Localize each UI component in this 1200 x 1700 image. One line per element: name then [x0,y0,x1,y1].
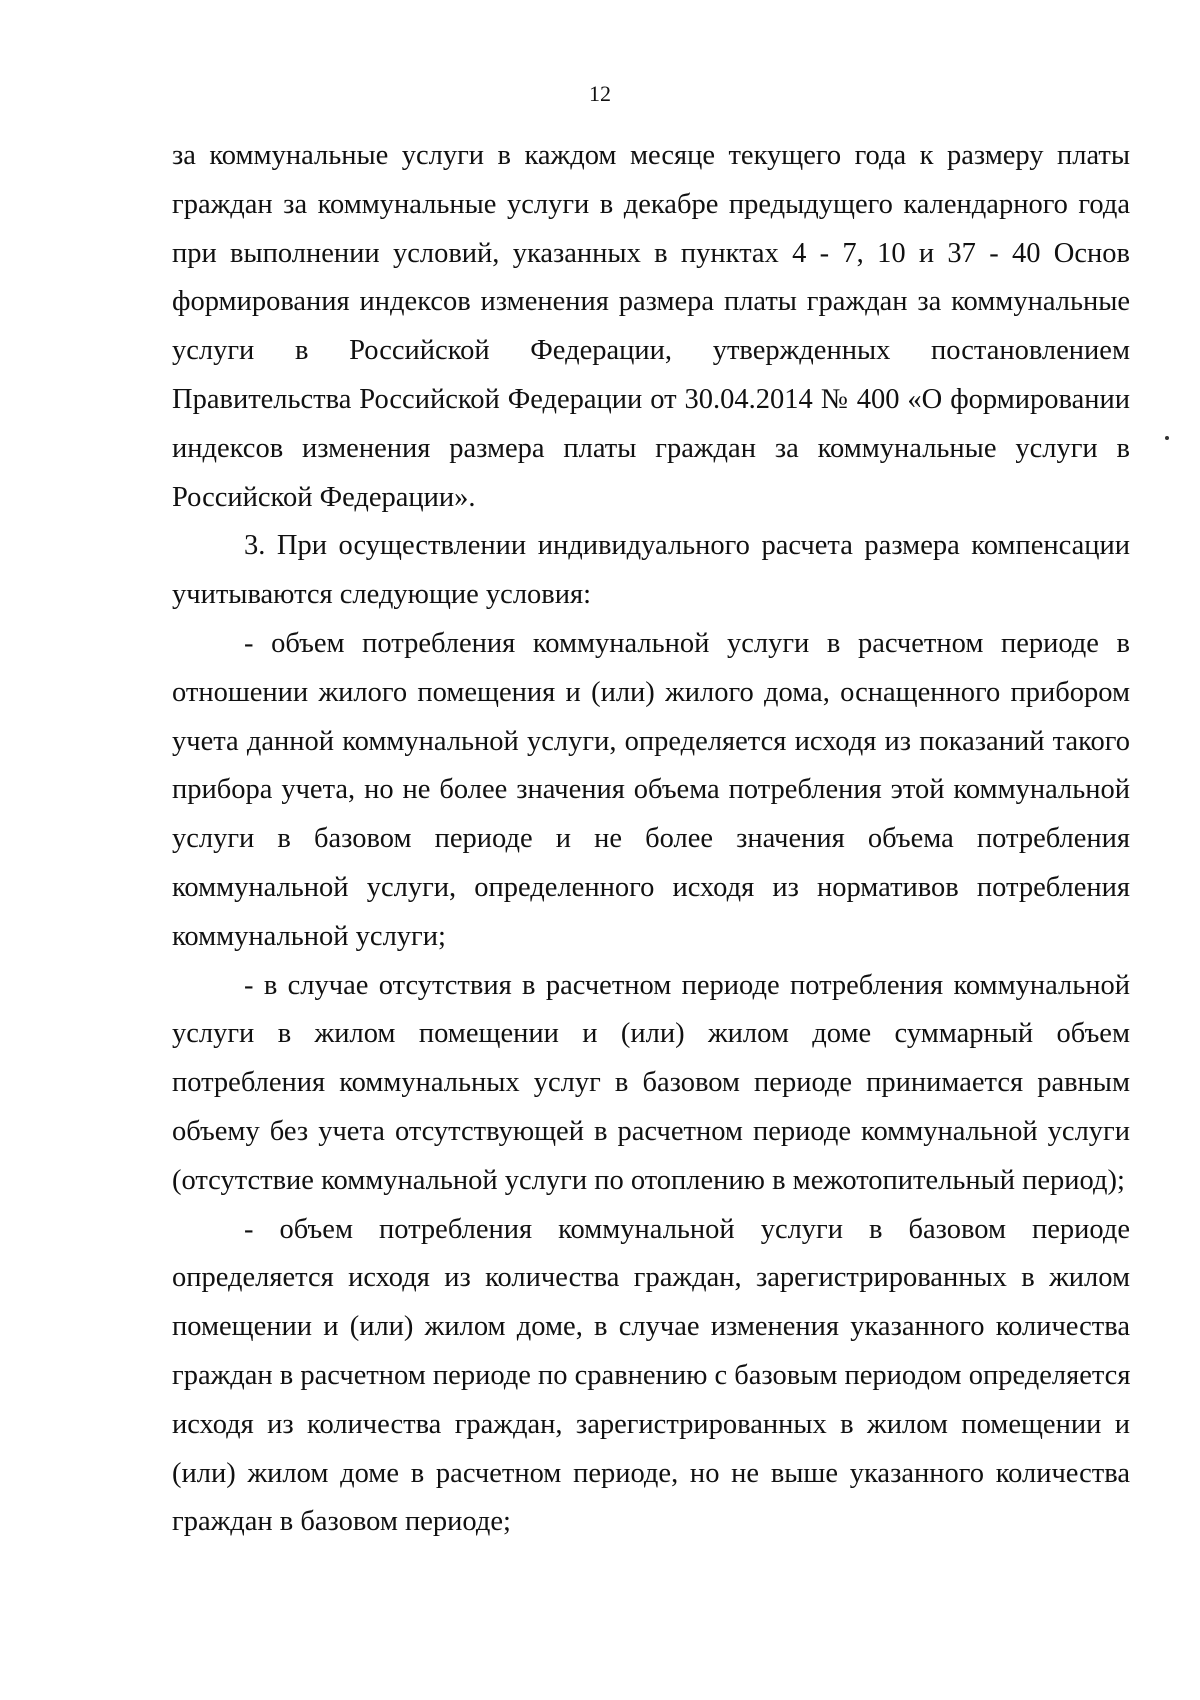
text-line: отношении жилого помещения и (или) жилого дома, оснащенного прибором [172,676,1130,708]
text-line: (или) жилом доме в расчетном периоде, но не выше указанного количества [172,1457,1130,1489]
text-line: за коммунальные услуги в каждом месяце текущего года к размеру платы [172,140,1130,171]
text-line: - объем потребления коммунальной услуги в базовом периоде [244,1213,1130,1245]
text-line: 3. При осуществлении индивидуального расчета размера компенсации [244,530,1130,562]
document-body [172,132,1130,1547]
text-line: при выполнении условий, указанных в пунктах 4 - 7, 10 и 37 - 40 Основ [172,237,1130,269]
text-line: граждан за коммунальные услуги в декабре предыдущего календарного года [172,188,1130,220]
text-line: Правительства Российской Федерации от 30.04.2014 № 400 «О формировании [172,383,1130,415]
text-line: - объем потребления коммунальной услуги в расчетном периоде в [244,627,1130,659]
text-line: помещении и (или) жилом доме, в случае изменения указанного количества [172,1311,1130,1343]
text-line: коммунальной услуги; [172,920,446,952]
text-line: формирования индексов изменения размера платы граждан за коммунальные [172,286,1130,318]
text-line: учета данной коммунальной услуги, определяется исходя из показаний такого [172,725,1130,757]
text-line: граждан в базовом периоде; [172,1506,511,1538]
text-line: определяется исходя из количества граждан, зарегистрированных в жилом [172,1262,1130,1294]
text-line: индексов изменения размера платы граждан за коммунальные услуги в [172,432,1130,464]
text-line: учитываются следующие условия: [172,579,592,611]
text-line: граждан в расчетном периоде по сравнению с базовым периодом определяется [172,1359,1131,1391]
scan-speck [1165,436,1169,440]
text-line: объему без учета отсутствующей в расчетном периоде коммунальной услуги [172,1115,1130,1147]
page-number: 12 [589,81,611,106]
text-line: услуги в Российской Федерации, утвержденных постановлением [172,335,1130,367]
text-line: услуги в базовом периоде и не более значения объема потребления [172,823,1130,855]
text-line: - в случае отсутствия в расчетном периоде потребления коммунальной [244,969,1130,1001]
text-line: прибора учета, но не более значения объема потребления этой коммунальной [172,774,1130,806]
text-line: Российской Федерации». [172,481,476,513]
text-line: услуги в жилом помещении и (или) жилом доме суммарный объем [172,1018,1130,1050]
text-line: коммунальной услуги, определенного исходя из нормативов потребления [172,871,1130,903]
text-line: (отсутствие коммунальной услуги по отоплению в межотопительный период); [172,1164,1125,1196]
text-line: потребления коммунальных услуг в базовом периоде принимается равным [172,1067,1130,1099]
text-line: исходя из количества граждан, зарегистрированных в жилом помещении и [172,1408,1130,1440]
